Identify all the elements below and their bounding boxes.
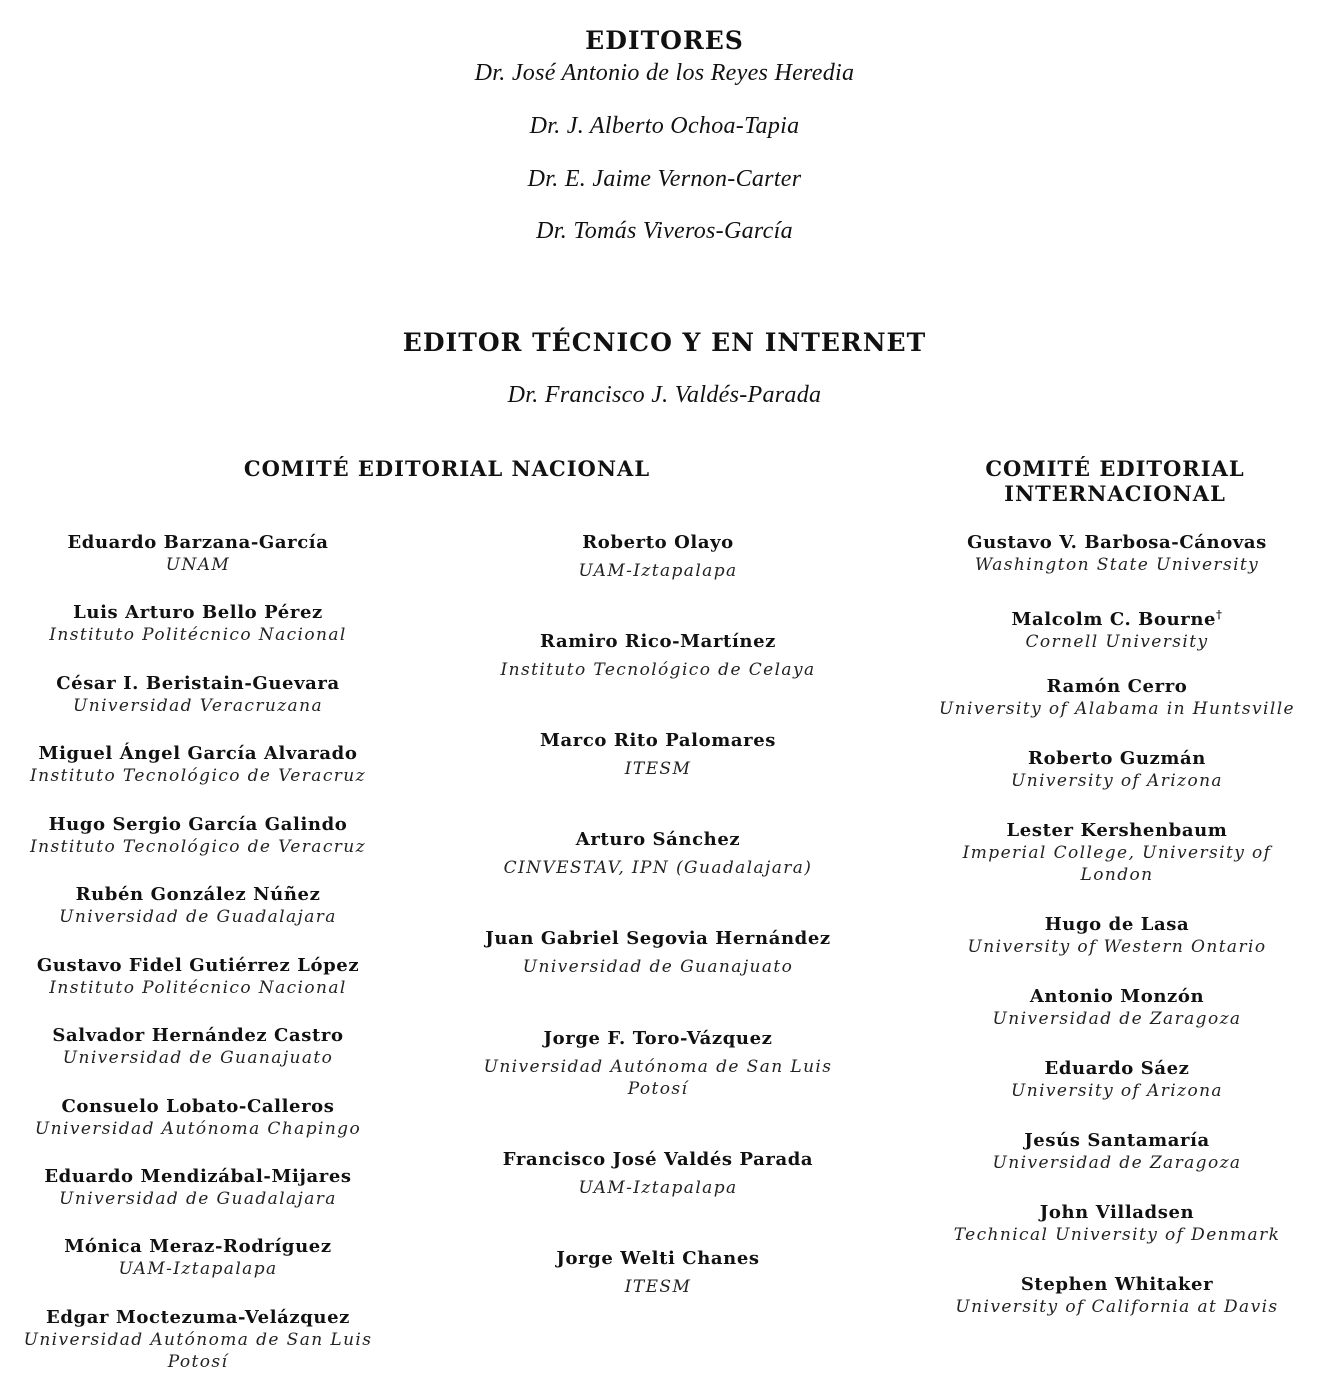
nacional-column-1: [10, 0, 386, 1380]
editores-title: EDITORES: [585, 26, 744, 55]
member-institution: Universidad de Guanajuato: [522, 957, 794, 977]
member-entry: [925, 1130, 1309, 1174]
member-entry: [10, 1166, 386, 1210]
member-name: Hugo de Lasa: [1044, 914, 1190, 935]
member-name: Eduardo Sáez: [1044, 1058, 1190, 1079]
member-institution-line2: Potosí: [627, 1079, 689, 1099]
member-institution: ITESM: [624, 1277, 692, 1297]
member-entry: [925, 914, 1309, 958]
member-institution: Instituto Politécnico Nacional: [49, 625, 347, 645]
member-name: Stephen Whitaker: [1020, 1274, 1214, 1295]
member-entry: [925, 748, 1309, 792]
member-institution: Cornell University: [1025, 632, 1209, 652]
member-institution: Instituto Tecnológico de Veracruz: [30, 837, 366, 857]
member-name: Hugo Sergio García Galindo: [48, 814, 348, 835]
member-name: Luis Arturo Bello Pérez: [73, 602, 323, 623]
member-institution: Universidad de Guadalajara: [59, 1189, 337, 1209]
member-institution: Universidad de Guadalajara: [59, 907, 337, 927]
member-institution: University of Arizona: [1011, 1081, 1223, 1101]
member-name: Ramón Cerro: [1046, 676, 1188, 697]
member-institution: Instituto Tecnológico de Celaya: [500, 660, 816, 680]
comite-nacional-title: COMITÉ EDITORIAL NACIONAL: [243, 456, 651, 481]
member-institution: Universidad Autónoma Chapingo: [34, 1119, 362, 1139]
member-name: Edgar Moctezuma-Velázquez: [46, 1307, 350, 1328]
member-entry: [925, 676, 1309, 720]
member-institution: Instituto Tecnológico de Veracruz: [30, 766, 366, 786]
member-entry: [925, 820, 1309, 886]
member-entry: [925, 986, 1309, 1030]
editor-name: Dr. José Antonio de los Reyes Heredia: [474, 60, 855, 86]
member-entry: [470, 829, 846, 879]
member-entry: [925, 1274, 1309, 1318]
member-name: Mónica Meraz-Rodríguez: [64, 1236, 332, 1257]
member-name: Lester Kershenbaum: [1006, 820, 1228, 841]
member-entry: [10, 602, 386, 646]
member-entry: [10, 1236, 386, 1280]
member-institution: UAM-Iztapalapa: [578, 1178, 738, 1198]
member-institution: UAM-Iztapalapa: [118, 1259, 278, 1279]
member-entry: [10, 814, 386, 858]
comite-internacional-title-line2: INTERNACIONAL: [1004, 481, 1226, 506]
member-name: Salvador Hernández Castro: [52, 1025, 344, 1046]
member-name: Gustavo Fidel Gutiérrez López: [36, 955, 360, 976]
member-entry: [470, 928, 846, 978]
member-name: Ramiro Rico-Martínez: [540, 631, 776, 652]
editor-name: Dr. E. Jaime Vernon-Carter: [527, 166, 802, 192]
member-entry: [470, 631, 846, 681]
member-institution: Universidad Veracruzana: [73, 696, 323, 716]
member-name: Roberto Olayo: [582, 532, 734, 553]
member-entry: [470, 532, 846, 582]
nacional-column-2: [470, 0, 846, 1380]
member-entry: [10, 1307, 386, 1373]
member-entry: [10, 1025, 386, 1069]
member-institution: Universidad de Zaragoza: [992, 1009, 1242, 1029]
member-institution-line2: London: [1080, 865, 1154, 885]
member-entry: [925, 532, 1309, 576]
member-institution: University of Arizona: [1011, 771, 1223, 791]
member-institution: University of Western Ontario: [967, 937, 1267, 957]
member-name: César I. Beristain-Guevara: [56, 673, 340, 694]
member-name: Antonio Monzón: [1029, 986, 1205, 1007]
member-entry: [925, 604, 1309, 653]
member-name: Malcolm C. Bourne: [1011, 609, 1217, 630]
member-entry: [10, 1096, 386, 1140]
member-institution: UNAM: [165, 555, 231, 575]
member-name: Jesús Santamaría: [1024, 1130, 1210, 1151]
member-name: John Villadsen: [1039, 1202, 1195, 1223]
member-institution: ITESM: [624, 759, 692, 779]
editor-name: Dr. J. Alberto Ochoa-Tapia: [529, 113, 800, 139]
member-institution: UAM-Iztapalapa: [578, 561, 738, 581]
member-institution: Instituto Politécnico Nacional: [49, 978, 347, 998]
member-name-with-mark: [925, 604, 1309, 631]
member-name: Juan Gabriel Segovia Hernández: [485, 928, 831, 949]
member-institution-line2: Potosí: [167, 1352, 229, 1372]
member-institution: Washington State University: [974, 555, 1260, 575]
member-entry: [10, 955, 386, 999]
member-institution: Universidad Autónoma de San Luis: [483, 1057, 833, 1077]
member-name: Marco Rito Palomares: [539, 730, 777, 751]
member-name: Rubén González Núñez: [75, 884, 321, 905]
member-entry: [10, 673, 386, 717]
member-entry: [10, 884, 386, 928]
member-institution: Universidad de Zaragoza: [992, 1153, 1242, 1173]
member-entry: [10, 532, 386, 576]
member-institution: Universidad Autónoma de San Luis: [23, 1330, 373, 1350]
editor-name: Dr. Tomás Viveros-García: [536, 218, 793, 244]
editor-tecnico-title: EDITOR TÉCNICO Y EN INTERNET: [402, 328, 927, 357]
member-name: Francisco José Valdés Parada: [502, 1149, 814, 1170]
member-name: Miguel Ángel García Alvarado: [38, 743, 358, 764]
internacional-column: [925, 0, 1309, 1380]
editor-tecnico-name: Dr. Francisco J. Valdés-Parada: [507, 382, 822, 408]
member-institution: Technical University of Denmark: [953, 1225, 1281, 1245]
member-name: Jorge F. Toro-Vázquez: [543, 1028, 773, 1049]
member-name: Jorge Welti Chanes: [556, 1248, 760, 1269]
member-entry: [10, 743, 386, 787]
member-entry: [470, 1248, 846, 1298]
comite-internacional-title-line1: COMITÉ EDITORIAL: [985, 456, 1245, 481]
member-name: Arturo Sánchez: [575, 829, 741, 850]
member-name: Roberto Guzmán: [1028, 748, 1206, 769]
member-institution: Universidad de Guanajuato: [62, 1048, 334, 1068]
member-entry: [470, 1028, 846, 1100]
member-entry: [470, 730, 846, 780]
member-entry: [470, 1149, 846, 1199]
member-institution: Imperial College, University of: [962, 843, 1272, 863]
member-institution: CINVESTAV, IPN (Guadalajara): [503, 858, 813, 878]
member-institution: University of California at Davis: [955, 1297, 1279, 1317]
member-name: Gustavo V. Barbosa-Cánovas: [967, 532, 1267, 553]
member-name: Eduardo Mendizábal-Mijares: [44, 1166, 352, 1187]
member-entry: [925, 1202, 1309, 1246]
member-entry: [925, 1058, 1309, 1102]
member-name: Eduardo Barzana-García: [67, 532, 329, 553]
deceased-mark: †: [1216, 608, 1223, 621]
member-name: Consuelo Lobato-Calleros: [61, 1096, 335, 1117]
member-institution: University of Alabama in Huntsville: [938, 699, 1295, 719]
